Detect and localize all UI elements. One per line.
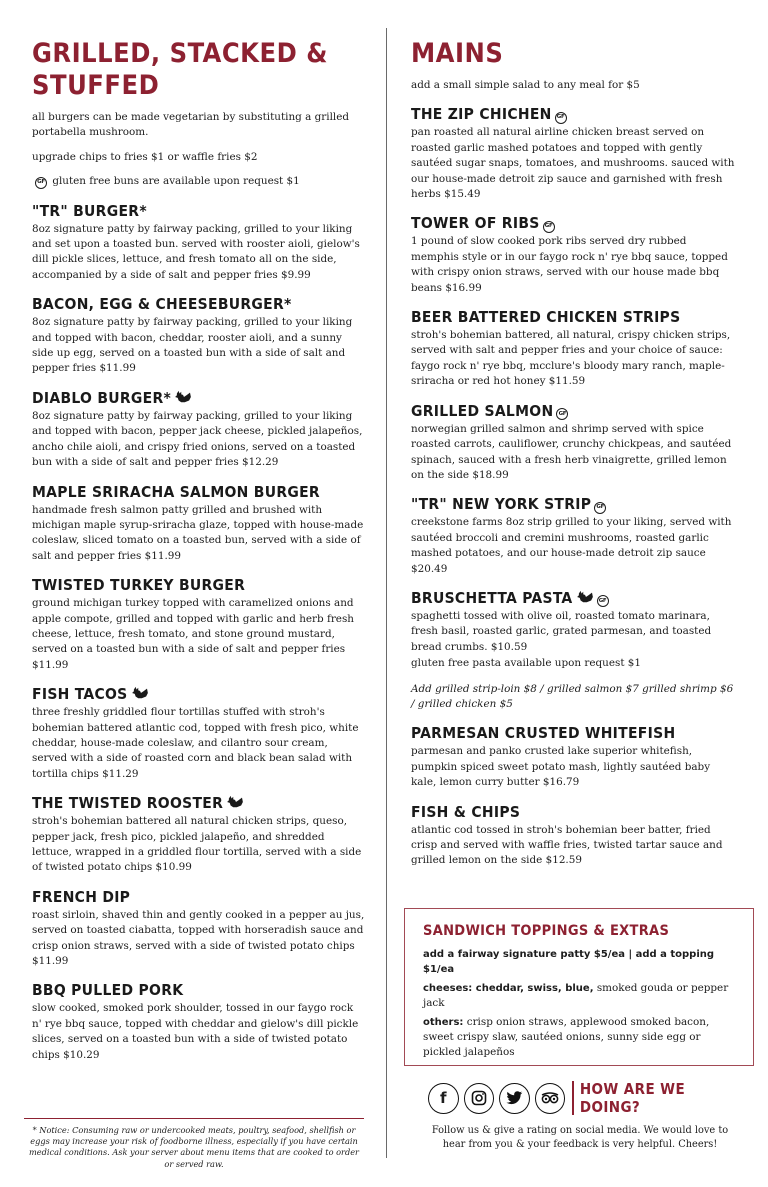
column-divider [386, 28, 387, 1158]
instagram-icon[interactable] [464, 1083, 495, 1114]
spicy-rooster-icon [131, 686, 149, 700]
gluten-free-icon: GF [35, 177, 47, 189]
menu-item [32, 794, 366, 876]
left-intro [32, 110, 366, 190]
food-safety-notice: * Notice: Consuming raw or undercooked meats, poultry, seafood, shellfish or eggs may increase your risk of foodborne illness, especially if you have certain medical conditions. Ask your server about menu items that are cooked to order or served raw. [24, 1118, 364, 1170]
menu-item [32, 295, 366, 377]
menu-item-name: THE ZIP CHICHEN [411, 105, 552, 124]
spicy-rooster-icon [174, 390, 192, 404]
section-title-grilled: GRILLED, STACKED & STUFFED [32, 38, 328, 101]
gluten-free-pasta-note: gluten free pasta available upon request $1 [411, 657, 642, 670]
menu-item-description: creekstone farms 8oz strip grilled to your liking, served with sautéed broccoli and cremini mushrooms, roasted garlic mashed potatoes, and our house-made detroit zip sauce $20.49 [411, 516, 732, 575]
menu-item-name: TWISTED TURKEY BURGER [32, 576, 246, 595]
menu-item [411, 308, 737, 390]
protein-addons: Add grilled strip-loin $8 / grilled salmon $7 grilled shrimp $6 / grilled chicken $5 [411, 682, 734, 710]
menu-item-description: 8oz signature patty by fairway packing, grilled to your liking and topped with bacon, pepper jack cheese, pickled jalapeños, ancho chile aioli, and crispy fried onions, served on a toasted bun with a side of salt and pepper fries $12.29 [32, 409, 363, 469]
menu-item-description: pan roasted all natural airline chicken breast served on roasted garlic mashed potatoes and topped with gently sautéed sugar snaps, tomatoes, and mushrooms. sauced with our house-made detroit zip sauce and garnished with fresh herbs $15.49 [411, 126, 735, 201]
menu-item-name: PARMESAN CRUSTED WHITEFISH [411, 724, 676, 743]
menu-item [32, 981, 366, 1063]
menu-item-name: BRUSCHETTA PASTA [411, 588, 573, 607]
mains-intro: add a small simple salad to any meal for $5 [411, 79, 640, 91]
menu-item-description: 8oz signature patty by fairway packing, grilled to your liking and set upon a toasted bun. served with rooster aioli, gielow's dill pickle slices, lettuce, and fresh tomato all on the side, accompanied by a side of salt and pepper fries $9.99 [32, 222, 360, 281]
menu-item [411, 724, 737, 790]
menu-item-description: three freshly griddled flour tortillas stuffed with stroh's bohemian battered atlantic cod, topped with fresh pico, white cheddar, house-made coleslaw, and cilantro sour cream, served with a side of roasted corn and black bean salad with tortilla chips $11.29 [32, 706, 359, 780]
menu-item-description: atlantic cod tossed in stroh's bohemian beer batter, fried crisp and served with waffle fries, twisted tartar sauce and grilled lemon on the side $12.59 [411, 823, 723, 867]
menu-item [32, 888, 366, 970]
menu-item [32, 685, 366, 782]
menu-item-description: spaghetti tossed with olive oil, roasted tomato marinara, fresh basil, roasted garlic, grated parmesan, and toasted bread crumbs. $10.59 [411, 609, 712, 653]
gluten-free-text: gluten free buns are available upon request $1 [52, 175, 300, 188]
menu-item-description: parmesan and panko crusted lake superior whitefish, pumpkin spiced sweet potato mash, lightly sautéed baby kale, lemon curry butter $16.79 [411, 745, 711, 789]
menu-item-name-row [411, 214, 737, 233]
toppings-cheeses [423, 981, 735, 1012]
menu-item [411, 495, 737, 577]
cheeses-text: smoked gouda or pepper jack [423, 981, 729, 1010]
menu-item-description: 1 pound of slow cooked pork ribs served dry rubbed memphis style or in our faygo rock n' rye bbq sauce, topped with crispy onion straws, served with our house made bbq beans $16.99 [411, 235, 728, 294]
menu-item [411, 214, 737, 296]
spicy-rooster-icon [576, 590, 594, 604]
menu-item-name: FISH TACOS [32, 685, 128, 704]
facebook-icon[interactable]: f [428, 1083, 459, 1114]
menu-item-description: stroh's bohemian battered all natural chicken strips, queso, pepper jack, fresh pico, pickled jalapeño, and shredded lettuce, wrapped in a griddled flour tortilla, served with a side of twisted potato chips $10.99 [32, 815, 362, 874]
sandwich-toppings-box [404, 908, 754, 1066]
vegetarian-note: all burgers can be made vegetarian by substituting a grilled portabella mushroom. [32, 111, 350, 139]
menu-item-name-row [411, 495, 737, 514]
menu-item [32, 202, 366, 284]
menu-item [32, 576, 366, 673]
menu-item-description: norwegian grilled salmon and shrimp served with spice roasted carrots, cauliflower, crunchy chickpeas, and sautéed spinach, sauced with a fresh herb vinaigrette, grilled lemon on the side $18.99 [411, 422, 732, 481]
gluten-free-note [32, 174, 366, 189]
menu-item-name: GRILLED SALMON [411, 401, 554, 420]
menu-item-description: handmade fresh salmon patty grilled and brushed with michigan maple syrup-sriracha glaze, topped with house-made coleslaw, sliced tomato on a toasted bun, served with a side of salt and pepper fries $11.99 [32, 503, 364, 562]
others-label: others: [423, 1016, 464, 1028]
menu-item-name: MAPLE SRIRACHA SALMON BURGER [32, 482, 320, 501]
upgrade-chips-note: upgrade chips to fries $1 or waffle fries $2 [32, 150, 258, 163]
toppings-title: SANDWICH TOPPINGS & EXTRAS [423, 923, 670, 939]
menu-item-description: roast sirloin, shaved thin and gently cooked in a pepper au jus, served on toasted ciabatta, topped with horseradish sauce and crisp onion straws, served with a side of twisted potato chips $11.99 [32, 908, 365, 968]
feedback-heading: HOW ARE WE DOING? [579, 1080, 686, 1116]
menu-item [411, 803, 737, 869]
menu-item-description: slow cooked, smoked pork shoulder, tossed in our faygo rock n' rye bbq sauce, topped with cheddar and gielow's dill pickle slices, served on a toasted bun with a side of twisted potato chips $10.29 [32, 1002, 359, 1061]
social-section [428, 1080, 748, 1152]
menu-item-name: THE TWISTED ROOSTER [32, 794, 224, 813]
menu-item-name: "TR" BURGER* [32, 201, 147, 220]
menu-item [411, 105, 737, 202]
menu-item-name-row [32, 685, 366, 704]
others-text: crisp onion straws, applewood smoked bacon, sweet crispy slaw, sautéed onions, sunny side egg or pickled jalapeños [423, 1015, 710, 1059]
social-icons-row [428, 1080, 748, 1116]
feedback-text: Follow us & give a rating on social media. We would love to hear from you & your feedback is very helpful. Cheers! [431, 1125, 729, 1150]
spicy-rooster-icon [226, 795, 244, 809]
menu-item-name-row [32, 794, 366, 813]
toppings-pricing [423, 947, 735, 978]
cheeses-label: cheeses: cheddar, swiss, blue, [423, 982, 594, 994]
twitter-icon[interactable] [499, 1083, 530, 1114]
gluten-free-icon: GF [597, 595, 609, 607]
gluten-free-icon: GF [555, 112, 567, 124]
menu-item-description: 8oz signature patty by fairway packing, grilled to your liking and topped with bacon, cheddar, rooster aioli, and a sunny side up egg, served on a toasted bun with a side of salt and pepper fries $11.99 [32, 316, 353, 375]
gluten-free-icon: GF [543, 221, 555, 233]
menu-item-name: BEER BATTERED CHICKEN STRIPS [411, 308, 681, 327]
left-column [32, 30, 366, 1063]
menu-item-name: FISH & CHIPS [411, 802, 521, 821]
menu-item-description: stroh's bohemian battered, all natural, crispy chicken strips, served with salt and pepper fries and your choice of sauce: faygo rock n' rye bbq, mcclure's bloody mary ranch, maple-sriracha or red hot honey $11.59 [411, 329, 731, 388]
menu-item [411, 402, 737, 484]
section-title-mains: MAINS [411, 38, 504, 69]
menu-item-name: TOWER OF RIBS [411, 214, 540, 233]
toppings-others [423, 1015, 735, 1061]
menu-item-name-row [411, 105, 737, 124]
tripadvisor-icon[interactable] [535, 1083, 566, 1114]
menu-item [32, 389, 366, 471]
menu-item-name-row [411, 402, 737, 421]
gluten-free-icon: GF [556, 408, 568, 420]
right-column [411, 30, 737, 869]
menu-item-name-row [411, 589, 737, 608]
menu-item-name: BACON, EGG & CHEESEBURGER* [32, 295, 292, 314]
toppings-pricing-text: add a fairway signature patty $5/ea | add a topping $1/ea [423, 949, 715, 976]
menu-item [411, 589, 737, 672]
menu-item-name: BBQ PULLED PORK [32, 981, 184, 1000]
menu-item-description: ground michigan turkey topped with caramelized onions and apple compote, grilled and topped with garlic and herb fresh cheese, lettuce, fresh tomato, and stone ground mustard, served on a toasted bun with a side of salt and pepper fries $11.99 [32, 597, 354, 671]
menu-item [32, 483, 366, 565]
menu-item-name: FRENCH DIP [32, 887, 131, 906]
menu-item-name: DIABLO BURGER* [32, 388, 172, 407]
menu-item-name: "TR" NEW YORK STRIP [411, 495, 592, 514]
gluten-free-icon: GF [594, 502, 606, 514]
social-separator [572, 1081, 573, 1115]
menu-item-name-row [32, 389, 366, 408]
